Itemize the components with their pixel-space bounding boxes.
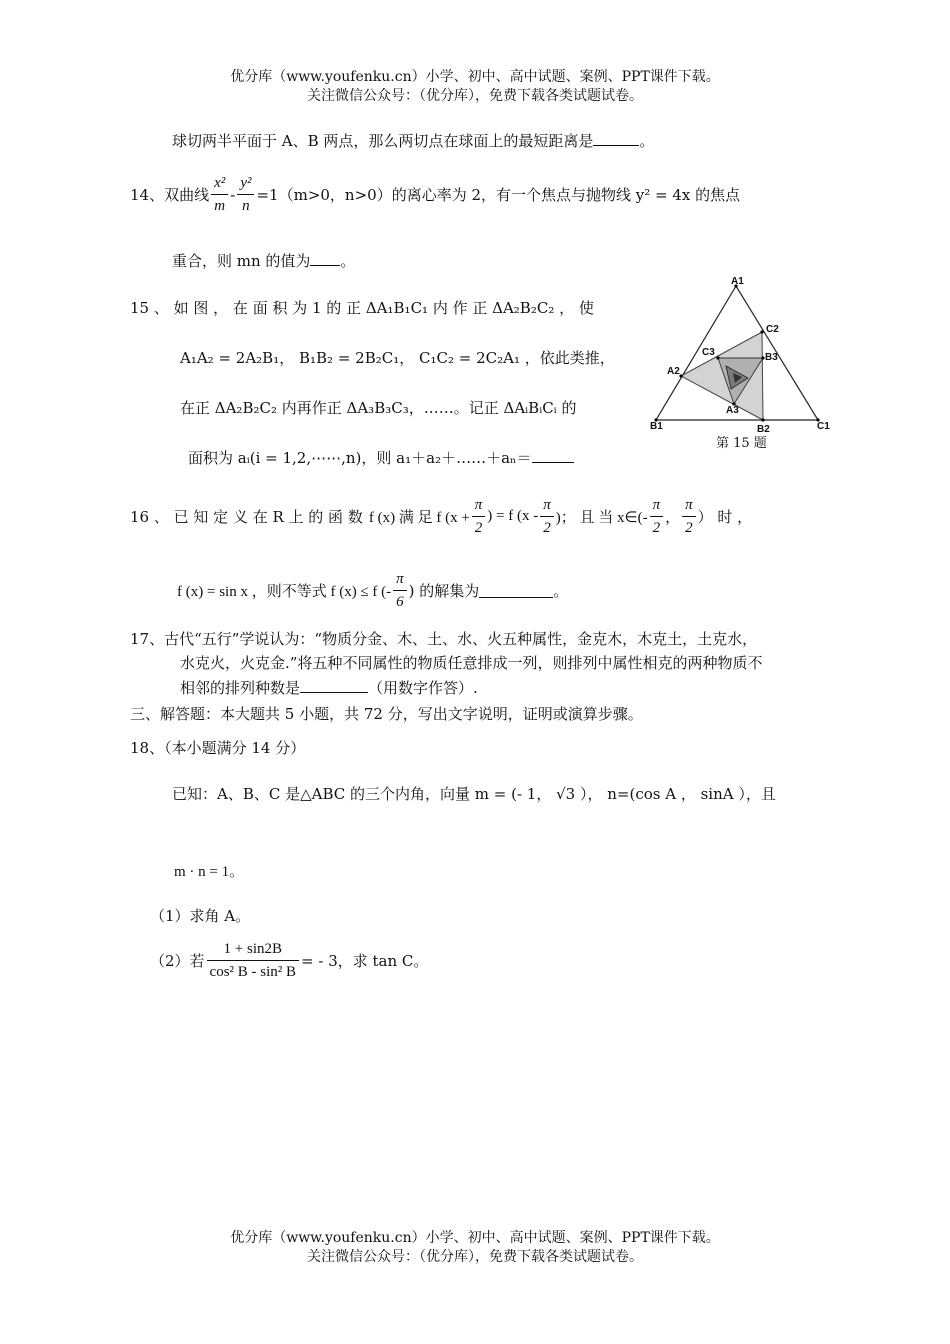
q15-line3: 在正 ΔA₂B₂C₂ 内再作正 ΔA₃B₃C₃，……。记正 ΔAᵢBᵢCᵢ 的 <box>180 399 577 417</box>
fraction-y2-n: $\frac{\text{y²}}{n}$ <box>237 172 254 217</box>
q18-part1: （1）求角 A。 <box>150 907 251 925</box>
q15-line1: 15 、 如 图 ， 在 面 积 为 1 的 正 ΔA₁B₁C₁ 内 作 正 ΔA₂B₂C₂ ， 使 <box>130 299 594 317</box>
q15-triangle-figure <box>648 274 838 454</box>
answer-blank <box>479 583 553 598</box>
fig-label-a2: A2 <box>667 366 680 377</box>
q18-part2: （2）若 $\frac{1 + \sin 2B}{\text{cos² B - sin² B}}$ = - 3，求 tan C。 <box>150 938 428 983</box>
q18-condition: m · n = 1。 <box>174 864 245 880</box>
q14-line2: 重合，则 mn 的值为 。 <box>172 252 356 270</box>
page-footer-line2: 关注微信公众号：（优分库），免费下载各类试题试卷。 <box>307 1249 643 1265</box>
q16-line1: 16 、 已 知 定 义 在 R 上 的 函 数 f (x) 满 足 f (x + $\frac{\pi}{2}$ ) = f (x - $\frac{\pi}{2}$ )； 且 当 x∈(- $\frac{\pi}{2}$ ， $\frac{\pi}{2}$ ） 时 ， <box>130 494 752 539</box>
answer-blank <box>310 251 340 266</box>
q13-continuation: 球切两半平面于 A、B 两点，那么两切点在球面上的最短距离是 。 <box>172 132 655 150</box>
q17-line3: 相邻的排列种数是 （用数字作答）. <box>180 679 478 697</box>
fig-label-b2: B2 <box>757 424 770 435</box>
answer-blank <box>593 131 639 146</box>
q15-line2: A₁A₂ = 2A₂B₁， B₁B₂ = 2B₂C₁， C₁C₂ = 2C₂A₁ ，依此类推， <box>180 349 615 367</box>
q15-figure-caption: 第 15 题 <box>716 436 767 451</box>
fig-label-c2: C2 <box>766 324 779 335</box>
page-header-line1: 优分库（www.youfenku.cn）小学、初中、高中试题、案例、PPT课件下载。 <box>230 69 720 85</box>
q18-given: 已知：A、B、C 是△ABC 的三个内角，向量 m = (- 1， √3 ）， n=(cos A ， sinA ），且 <box>172 785 776 803</box>
fraction-pi-over-2: $\frac{\pi}{2}$ <box>540 494 554 539</box>
page-footer-line1: 优分库（www.youfenku.cn）小学、初中、高中试题、案例、PPT课件下载。 <box>230 1230 720 1246</box>
q17-line2: 水克火，火克金.”将五种不同属性的物质任意排成一列，则排列中属性相克的两种物质不 <box>180 654 763 672</box>
fraction-pi-over-6: $\frac{\pi}{6}$ <box>393 568 407 613</box>
answer-blank <box>532 448 574 463</box>
fraction-pi-over-2: $\frac{\pi}{2}$ <box>472 494 486 539</box>
fig-label-c1: C1 <box>817 421 830 432</box>
q15-line4: 面积为 aᵢ(i = 1,2,⋯⋯,n)，则 a₁＋a₂＋……＋aₙ＝ <box>188 447 574 468</box>
q18-title: 18、（本小题满分 14 分） <box>130 739 306 757</box>
section-3-heading: 三、解答题：本大题共 5 小题，共 72 分，写出文字说明，证明或演算步骤。 <box>130 705 643 723</box>
fig-label-a1: A1 <box>731 276 744 287</box>
q14-line1: 14、双曲线 $\frac{\text{x²}}{m}$ - $\frac{\text{y²}}{n}$ =1（m>0，n>0）的离心率为 2，有一个焦点与抛物线 y² = 4x 的焦点 <box>130 172 740 217</box>
answer-blank <box>300 678 368 693</box>
fig-label-c3: C3 <box>702 347 715 358</box>
q17-line1: 17、古代“五行”学说认为：“物质分金、木、土、水、火五种属性，金克木，木克土，土克水， <box>130 630 758 648</box>
fraction-pi-over-2: $\frac{\pi}{2}$ <box>650 494 664 539</box>
fraction-x2-m: $\frac{\text{x²}}{m}$ <box>211 172 228 217</box>
fig-label-b1: B1 <box>650 421 663 432</box>
fig-label-a3: A3 <box>726 405 739 416</box>
fig-label-b3: B3 <box>765 352 778 363</box>
fraction-sin2b-over-cos2b: $\frac{1 + \sin 2B}{\text{cos² B - sin² B}}$ <box>207 938 300 983</box>
q16-line2: f (x) = sin x ，则不等式 f (x) ≤ f (- $\frac{\pi}{6}$ ) 的解集为 。 <box>177 568 568 613</box>
fraction-pi-over-2: $\frac{\pi}{2}$ <box>682 494 696 539</box>
page-header-line2: 关注微信公众号：（优分库），免费下载各类试题试卷。 <box>307 88 643 104</box>
